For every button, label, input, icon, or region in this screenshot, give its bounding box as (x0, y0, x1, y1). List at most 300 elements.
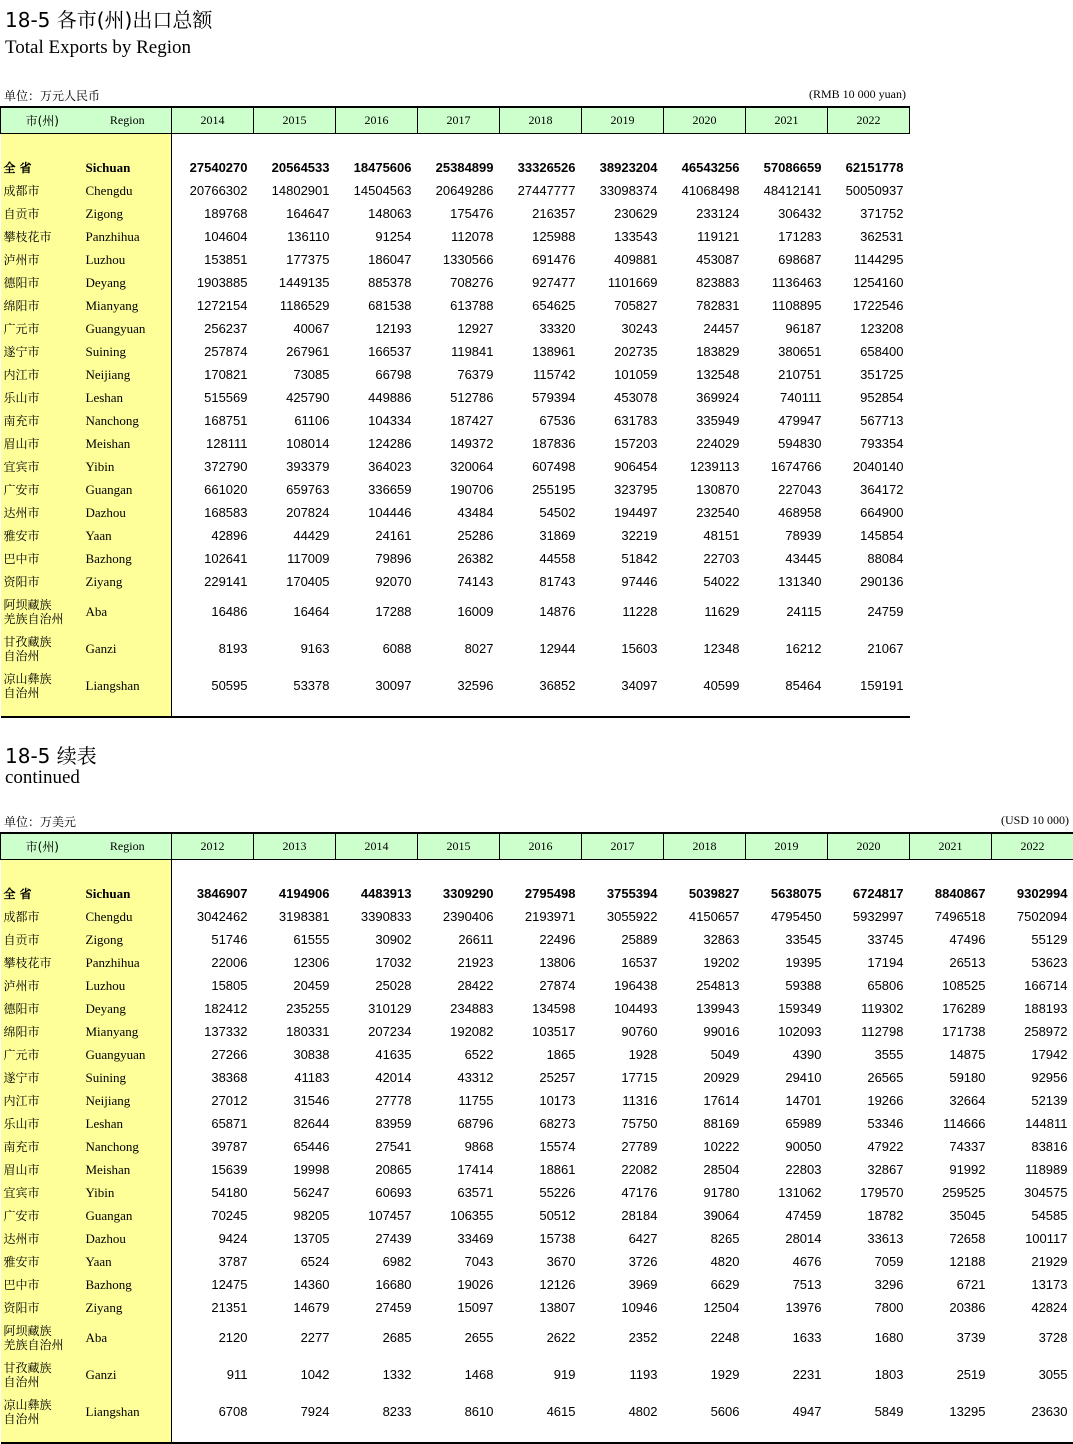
table-cell-value: 906454 (582, 455, 664, 478)
table-cell-value: 594830 (746, 432, 828, 455)
table-cell-value: 369924 (664, 386, 746, 409)
table1 (0, 106, 910, 718)
table-cell-value: 567713 (828, 409, 910, 432)
table-cell-value: 22703 (664, 547, 746, 570)
table-cell-value: 44429 (254, 524, 336, 547)
table-cell-value: 91254 (336, 225, 418, 248)
table-cell-value: 119302 (828, 997, 910, 1020)
table-cell-value: 1330566 (418, 248, 500, 271)
table-cell-value: 28504 (664, 1158, 746, 1181)
table-cell-value: 59180 (910, 1066, 992, 1089)
table-cell-value: 119121 (664, 225, 746, 248)
table-cell-value: 364023 (336, 455, 418, 478)
region-name-en: Mianyang (84, 1020, 172, 1043)
region-name-en: Aba (84, 1319, 172, 1356)
table-cell-value: 2390406 (418, 905, 500, 928)
table-cell-value: 186047 (336, 248, 418, 271)
table-cell-value: 118989 (992, 1158, 1073, 1181)
region-name-en: Ganzi (84, 1356, 172, 1393)
table-cell-value: 12475 (172, 1273, 254, 1296)
table-cell-value: 28422 (418, 974, 500, 997)
region-name-en: Dazhou (84, 501, 172, 524)
table-cell-value: 919 (500, 1356, 582, 1393)
table-cell-value: 25257 (500, 1066, 582, 1089)
table-cell-value: 48412141 (746, 179, 828, 202)
region-name-cn: 绵阳市 (1, 294, 84, 317)
table-cell-value: 22006 (172, 951, 254, 974)
region-name-cn: 广元市 (1, 317, 84, 340)
table-row (1, 386, 910, 409)
table-cell-value: 100117 (992, 1227, 1073, 1250)
region-name-en: Yibin (84, 455, 172, 478)
region-name-cn: 遂宁市 (1, 340, 84, 363)
table-cell-value: 372790 (172, 455, 254, 478)
table-cell-value: 75750 (582, 1112, 664, 1135)
table-cell-value: 19202 (664, 951, 746, 974)
table-cell-value: 124286 (336, 432, 418, 455)
region-name-cn: 眉山市 (1, 1158, 84, 1181)
region-name-en: Leshan (84, 386, 172, 409)
region-name-en: Ziyang (84, 1296, 172, 1319)
table-cell-value: 33545 (746, 928, 828, 951)
table-cell-value: 6427 (582, 1227, 664, 1250)
table-row (1, 294, 910, 317)
table-cell-value: 145854 (828, 524, 910, 547)
table-cell-value: 47176 (582, 1181, 664, 1204)
table-cell-value: 55226 (500, 1181, 582, 1204)
region-name-cn: 乐山市 (1, 386, 84, 409)
table-row (1, 570, 910, 593)
table-cell-value: 25028 (336, 974, 418, 997)
column-header-year: 2021 (910, 833, 992, 860)
region-name-cn: 达州市 (1, 501, 84, 524)
table-cell-value: 176289 (910, 997, 992, 1020)
table-cell-value: 1186529 (254, 294, 336, 317)
table-cell-value: 698687 (746, 248, 828, 271)
table-cell-value: 1722546 (828, 294, 910, 317)
table-cell-value: 112078 (418, 225, 500, 248)
table-row (1, 905, 1073, 928)
table-cell-value: 885378 (336, 271, 418, 294)
table-cell-value: 190706 (418, 478, 500, 501)
table-cell-value: 30902 (336, 928, 418, 951)
table-cell-value: 7059 (828, 1250, 910, 1273)
table-cell-value: 164647 (254, 202, 336, 225)
table-cell-value: 691476 (500, 248, 582, 271)
table-cell-value: 15603 (582, 630, 664, 667)
table-row (1, 524, 910, 547)
table-cell-value: 25889 (582, 928, 664, 951)
table-row (1, 882, 1073, 905)
column-header-year: 2022 (992, 833, 1073, 860)
table-cell-value: 92956 (992, 1066, 1073, 1089)
table-cell-value: 33320 (500, 317, 582, 340)
table-cell-value: 188193 (992, 997, 1073, 1020)
table-cell-value: 27778 (336, 1089, 418, 1112)
table-cell-value: 1042 (254, 1356, 336, 1393)
table-cell-value: 230629 (582, 202, 664, 225)
table-cell-value: 92070 (336, 570, 418, 593)
table-cell-value: 91780 (664, 1181, 746, 1204)
table-cell-value: 12504 (664, 1296, 746, 1319)
table-cell-value: 134598 (500, 997, 582, 1020)
table-cell-value: 43445 (746, 547, 828, 570)
table-cell-value: 2248 (664, 1319, 746, 1356)
table-cell-value: 15639 (172, 1158, 254, 1181)
table-cell-value: 88084 (828, 547, 910, 570)
table-cell-value: 661020 (172, 478, 254, 501)
region-name-en: Neijiang (84, 1089, 172, 1112)
table-cell-value: 8840867 (910, 882, 992, 905)
table-cell-value: 19026 (418, 1273, 500, 1296)
table-cell-value: 26513 (910, 951, 992, 974)
column-header-year: 2012 (172, 833, 254, 860)
table-cell-value: 40599 (664, 667, 746, 704)
region-name-en: Zigong (84, 202, 172, 225)
table-cell-value: 51746 (172, 928, 254, 951)
table-cell-value: 46543256 (664, 156, 746, 179)
table-cell-value: 10222 (664, 1135, 746, 1158)
table-cell-value: 233124 (664, 202, 746, 225)
table-cell-value: 12126 (500, 1273, 582, 1296)
table-cell-value: 48151 (664, 524, 746, 547)
region-name-en: Deyang (84, 271, 172, 294)
table-cell-value: 1144295 (828, 248, 910, 271)
table-cell-value: 53346 (828, 1112, 910, 1135)
table-cell-value: 32664 (910, 1089, 992, 1112)
table-cell-value: 39064 (664, 1204, 746, 1227)
table-cell-value: 53623 (992, 951, 1073, 974)
region-name-en: Guangan (84, 1204, 172, 1227)
table-cell-value: 41068498 (664, 179, 746, 202)
region-name-cn: 攀枝花市 (1, 225, 84, 248)
table-cell-value: 33613 (828, 1227, 910, 1250)
column-header-year: 2013 (254, 833, 336, 860)
table-cell-value: 4802 (582, 1393, 664, 1430)
table-cell-value: 453087 (664, 248, 746, 271)
table-cell-value: 104446 (336, 501, 418, 524)
table-cell-value: 30838 (254, 1043, 336, 1066)
region-name-en: Liangshan (84, 1393, 172, 1430)
table-cell-value: 29410 (746, 1066, 828, 1089)
table-cell-value: 468958 (746, 501, 828, 524)
table-cell-value: 168583 (172, 501, 254, 524)
table-cell-value: 42824 (992, 1296, 1073, 1319)
region-name-en: Aba (84, 593, 172, 630)
column-header-year: 2018 (500, 107, 582, 134)
table-cell-value: 18475606 (336, 156, 418, 179)
table-cell-value: 1108895 (746, 294, 828, 317)
table-cell-value: 117009 (254, 547, 336, 570)
region-name-en: Liangshan (84, 667, 172, 704)
table-cell-value: 57086659 (746, 156, 828, 179)
region-name-en: Bazhong (84, 547, 172, 570)
table-cell-value: 26611 (418, 928, 500, 951)
table-cell-value: 20865 (336, 1158, 418, 1181)
region-name-en: Chengdu (84, 905, 172, 928)
table-cell-value: 1865 (500, 1043, 582, 1066)
table-cell-value: 4947 (746, 1393, 828, 1430)
table-cell-value: 35045 (910, 1204, 992, 1227)
table-cell-value: 20564533 (254, 156, 336, 179)
column-header-year: 2020 (828, 833, 910, 860)
table-cell-value: 50512 (500, 1204, 582, 1227)
table-cell-value: 149372 (418, 432, 500, 455)
table-cell-value: 20929 (664, 1066, 746, 1089)
table-cell-value: 196438 (582, 974, 664, 997)
table-cell-value: 5849 (828, 1393, 910, 1430)
table-cell-value: 192082 (418, 1020, 500, 1043)
table-cell-value: 83959 (336, 1112, 418, 1135)
table-cell-value: 27447777 (500, 179, 582, 202)
table-cell-value: 24161 (336, 524, 418, 547)
table-cell-value: 258972 (992, 1020, 1073, 1043)
table-cell-value: 5049 (664, 1043, 746, 1066)
table-cell-value: 658400 (828, 340, 910, 363)
region-name-cn: 资阳市 (1, 570, 84, 593)
table-cell-value: 65446 (254, 1135, 336, 1158)
region-name-en: Yaan (84, 524, 172, 547)
table-cell-value: 2685 (336, 1319, 418, 1356)
column-header-year: 2020 (664, 107, 746, 134)
column-header-year: 2022 (828, 107, 910, 134)
table-row (1, 1089, 1073, 1112)
table-cell-value: 371752 (828, 202, 910, 225)
table-cell-value: 27459 (336, 1296, 418, 1319)
region-name-cn: 广元市 (1, 1043, 84, 1066)
table-cell-value: 3969 (582, 1273, 664, 1296)
table-cell-value: 16009 (418, 593, 500, 630)
table-cell-value: 659763 (254, 478, 336, 501)
table-cell-value: 32219 (582, 524, 664, 547)
table-cell-value: 131062 (746, 1181, 828, 1204)
table-cell-value: 115742 (500, 363, 582, 386)
table-cell-value: 32863 (664, 928, 746, 951)
table-cell-value: 53378 (254, 667, 336, 704)
table-cell-value: 119841 (418, 340, 500, 363)
table-cell-value: 67536 (500, 409, 582, 432)
table-cell-value: 654625 (500, 294, 582, 317)
table-cell-value: 187836 (500, 432, 582, 455)
table-cell-value: 4150657 (664, 905, 746, 928)
table-cell-value: 4390 (746, 1043, 828, 1066)
table-cell-value: 13173 (992, 1273, 1073, 1296)
table-cell-value: 31546 (254, 1089, 336, 1112)
table-cell-value: 216357 (500, 202, 582, 225)
table-cell-value: 16680 (336, 1273, 418, 1296)
region-name-en: Sichuan (84, 156, 172, 179)
table-cell-value: 12193 (336, 317, 418, 340)
table-cell-value: 107457 (336, 1204, 418, 1227)
table-cell-value: 7502094 (992, 905, 1073, 928)
table-cell-value: 50050937 (828, 179, 910, 202)
table-cell-value: 1272154 (172, 294, 254, 317)
table-cell-value: 79896 (336, 547, 418, 570)
region-name-en: Neijiang (84, 363, 172, 386)
table-cell-value: 2352 (582, 1319, 664, 1356)
table-cell-value: 123208 (828, 317, 910, 340)
table-cell-value: 114666 (910, 1112, 992, 1135)
table-row (1, 501, 910, 524)
table-cell-value: 12348 (664, 630, 746, 667)
table-cell-value: 166714 (992, 974, 1073, 997)
region-name-en: Nanchong (84, 1135, 172, 1158)
table-cell-value: 234883 (418, 997, 500, 1020)
table-cell-value: 187427 (418, 409, 500, 432)
table-cell-value: 19998 (254, 1158, 336, 1181)
table-cell-value: 3726 (582, 1250, 664, 1273)
table-cell-value: 171738 (910, 1020, 992, 1043)
column-header-region-en: Region (84, 107, 172, 134)
table-cell-value: 13295 (910, 1393, 992, 1430)
table-cell-value: 102093 (746, 1020, 828, 1043)
region-name-cn: 雅安市 (1, 524, 84, 547)
region-name-en: Guangyuan (84, 1043, 172, 1066)
table-cell-value: 229141 (172, 570, 254, 593)
table-cell-value: 12927 (418, 317, 500, 340)
column-header-year: 2017 (418, 107, 500, 134)
table-cell-value: 31869 (500, 524, 582, 547)
table-cell-value: 32867 (828, 1158, 910, 1181)
table-cell-value: 7513 (746, 1273, 828, 1296)
table-row (1, 156, 910, 179)
table-cell-value: 30097 (336, 667, 418, 704)
table-cell-value: 180331 (254, 1020, 336, 1043)
column-header-year: 2016 (500, 833, 582, 860)
region-name-en: Deyang (84, 997, 172, 1020)
table-cell-value: 256237 (172, 317, 254, 340)
table-cell-value: 177375 (254, 248, 336, 271)
table-cell-value: 61106 (254, 409, 336, 432)
table-cell-value: 65989 (746, 1112, 828, 1135)
table-cell-value: 171283 (746, 225, 828, 248)
table-cell-value: 22496 (500, 928, 582, 951)
region-name-en: Nanchong (84, 409, 172, 432)
table-cell-value: 6524 (254, 1250, 336, 1273)
table-cell-value: 1633 (746, 1319, 828, 1356)
table-row (1, 667, 910, 704)
table-row (1, 1227, 1073, 1250)
region-name-cn: 阿坝藏族 羌族自治州 (1, 1319, 84, 1356)
table-row (1, 1250, 1073, 1273)
table-cell-value: 335949 (664, 409, 746, 432)
table-cell-value: 30243 (582, 317, 664, 340)
table-cell-value: 306432 (746, 202, 828, 225)
table-row (1, 1393, 1073, 1430)
table-cell-value: 259525 (910, 1181, 992, 1204)
column-header-year: 2015 (254, 107, 336, 134)
table-cell-value: 3728 (992, 1319, 1073, 1356)
table-cell-value: 952854 (828, 386, 910, 409)
table2-title-en: continued (5, 767, 80, 789)
table-cell-value: 131340 (746, 570, 828, 593)
table-cell-value: 3055922 (582, 905, 664, 928)
table-row (1, 1319, 1073, 1356)
table-cell-value: 21929 (992, 1250, 1073, 1273)
table-cell-value: 51842 (582, 547, 664, 570)
table-cell-value: 47459 (746, 1204, 828, 1227)
table-cell-value: 227043 (746, 478, 828, 501)
table-cell-value: 24759 (828, 593, 910, 630)
table-cell-value: 2193971 (500, 905, 582, 928)
table-cell-value: 681538 (336, 294, 418, 317)
table-cell-value: 17942 (992, 1043, 1073, 1066)
table-row (1, 1181, 1073, 1204)
table-cell-value: 3390833 (336, 905, 418, 928)
table-cell-value: 2655 (418, 1319, 500, 1356)
region-name-en: Bazhong (84, 1273, 172, 1296)
table-row (1, 1296, 1073, 1319)
table-cell-value: 159349 (746, 997, 828, 1020)
table-cell-value: 336659 (336, 478, 418, 501)
table-cell-value: 254813 (664, 974, 746, 997)
table-row (1, 1066, 1073, 1089)
table-cell-value: 1674766 (746, 455, 828, 478)
region-name-en: Panzhihua (84, 951, 172, 974)
table-row (1, 1020, 1073, 1043)
region-name-cn: 全 省 (1, 882, 84, 905)
table-cell-value: 782831 (664, 294, 746, 317)
table-cell-value: 449886 (336, 386, 418, 409)
table-cell-value: 103517 (500, 1020, 582, 1043)
region-name-en: Yibin (84, 1181, 172, 1204)
column-header-year: 2014 (336, 833, 418, 860)
table-cell-value: 15097 (418, 1296, 500, 1319)
table-cell-value: 88169 (664, 1112, 746, 1135)
table-cell-value: 62151778 (828, 156, 910, 179)
table-row (1, 1273, 1073, 1296)
table-cell-value: 104334 (336, 409, 418, 432)
table-cell-value: 33098374 (582, 179, 664, 202)
table-cell-value: 380651 (746, 340, 828, 363)
column-header-year: 2019 (582, 107, 664, 134)
table-row (1, 1112, 1073, 1135)
table-cell-value: 16212 (746, 630, 828, 667)
table-cell-value: 3846907 (172, 882, 254, 905)
table-row (1, 928, 1073, 951)
table-cell-value: 166537 (336, 340, 418, 363)
table-cell-value: 21067 (828, 630, 910, 667)
table-cell-value: 24457 (664, 317, 746, 340)
table-cell-value: 27266 (172, 1043, 254, 1066)
table-cell-value: 4483913 (336, 882, 418, 905)
table-cell-value: 207824 (254, 501, 336, 524)
table-cell-value: 6629 (664, 1273, 746, 1296)
column-header-year: 2014 (172, 107, 254, 134)
table-cell-value: 137332 (172, 1020, 254, 1043)
table-cell-value: 2277 (254, 1319, 336, 1356)
table-row (1, 202, 910, 225)
table-row (1, 340, 910, 363)
table-cell-value: 68273 (500, 1112, 582, 1135)
table-cell-value: 409881 (582, 248, 664, 271)
table-cell-value: 927477 (500, 271, 582, 294)
table-cell-value: 68796 (418, 1112, 500, 1135)
table-cell-value: 136110 (254, 225, 336, 248)
table2 (0, 832, 1073, 1444)
table-cell-value: 50595 (172, 667, 254, 704)
table-cell-value: 257874 (172, 340, 254, 363)
table-cell-value: 65871 (172, 1112, 254, 1135)
table-cell-value: 25384899 (418, 156, 500, 179)
table-cell-value: 130870 (664, 478, 746, 501)
table-cell-value: 2231 (746, 1356, 828, 1393)
table-cell-value: 23630 (992, 1393, 1073, 1430)
region-name-en: Leshan (84, 1112, 172, 1135)
table-cell-value: 148063 (336, 202, 418, 225)
table-cell-value: 911 (172, 1356, 254, 1393)
table-cell-value: 1468 (418, 1356, 500, 1393)
